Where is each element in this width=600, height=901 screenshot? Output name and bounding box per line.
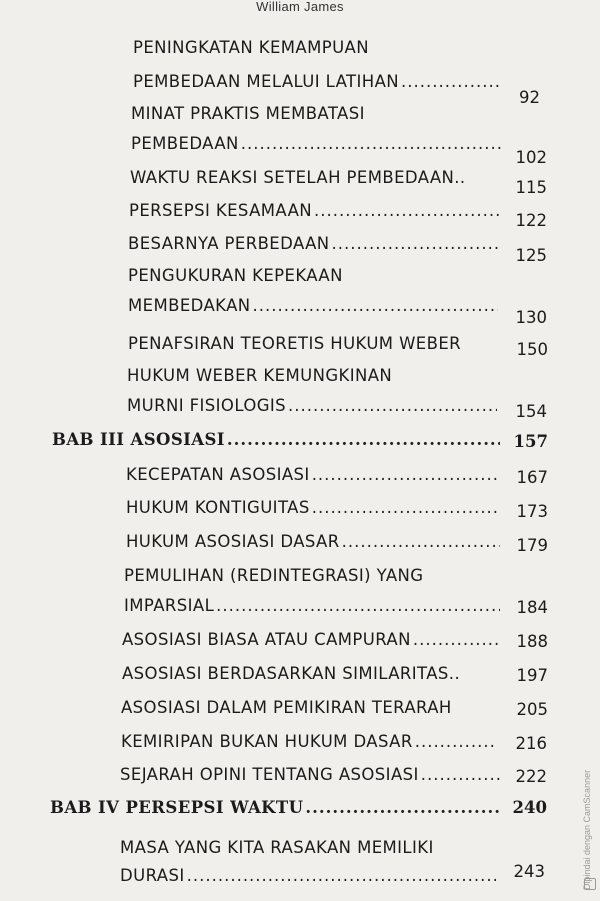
toc-entry-line: SEJARAH OPINI TENTANG ASOSIASI ..... (120, 765, 500, 784)
leader-dots (314, 201, 499, 220)
toc-page-number: 222 (515, 767, 547, 786)
camscanner-icon (584, 878, 596, 890)
toc-entry-line: ASOSIASI DALAM PEMIKIRAN TERARAH (121, 698, 452, 717)
leader-dots (187, 866, 496, 885)
toc-entry-line: MURNI FISIOLOGIS ..... (127, 396, 497, 415)
toc-page-number: 243 (513, 862, 545, 881)
toc-page-number: 173 (516, 502, 548, 521)
toc-page-number: 92 (519, 88, 540, 107)
leader-dots (413, 630, 500, 649)
leader-dots (421, 765, 500, 784)
toc-entry-line: HUKUM ASOSIASI DASAR ..... (126, 532, 500, 551)
toc-page-number: 197 (516, 666, 548, 685)
toc-entry-line: HUKUM KONTIGUITAS ..... (126, 498, 500, 517)
toc-page-number: 179 (516, 536, 548, 555)
toc-entry-line: MINAT PRAKTIS MEMBATASI (131, 104, 365, 123)
toc-entry-line: PEMBEDAAN ..... (131, 134, 501, 153)
toc-entry-line: HUKUM WEBER KEMUNGKINAN (127, 366, 393, 385)
toc-entry-line: KECEPATAN ASOSIASI ..... (126, 465, 500, 484)
toc-page-number: 154 (515, 402, 547, 421)
toc-entry-line: PENGUKURAN KEPEKAAN (128, 266, 343, 285)
leader-dots (227, 430, 500, 449)
toc-entry-line: BESARNYA PERBEDAAN ..... (128, 234, 498, 253)
toc-page-number: 115 (515, 178, 547, 197)
leader-dots (401, 72, 501, 91)
toc-entry-line: IMPARSIAL ..... (124, 596, 500, 615)
toc-page-number: 216 (515, 734, 547, 753)
leader-dots (216, 596, 500, 615)
leader-dots (342, 532, 500, 551)
toc-page-number: 150 (516, 340, 548, 359)
leader-dots (332, 234, 498, 253)
toc-entry-line: ASOSIASI BIASA ATAU CAMPURAN ..... (122, 630, 500, 649)
toc-entry-line: PENINGKATAN KEMAMPUAN (133, 38, 369, 57)
toc-page-number: 188 (516, 632, 548, 651)
toc-entry-line: PEMULIHAN (REDINTEGRASI) YANG (124, 566, 424, 585)
leader-dots (312, 465, 500, 484)
toc-entry-line: MASA YANG KITA RASAKAN MEMILIKI (120, 838, 434, 857)
toc-entry-line: ASOSIASI BERDASARKAN SIMILARITAS.. (122, 664, 461, 683)
leader-dots (253, 296, 498, 315)
scanner-watermark-text: Dipindai dengan CamScanner (582, 769, 592, 890)
leader-dots (312, 498, 500, 517)
toc-chapter-line: BAB III ASOSIASI ..... (52, 430, 500, 449)
running-header: William James (256, 0, 344, 14)
toc-page-number: 125 (515, 246, 547, 265)
toc-page-number: 240 (512, 798, 547, 817)
toc-page-number: 205 (516, 700, 548, 719)
leader-dots (415, 732, 497, 751)
toc-page-number: 122 (515, 211, 547, 230)
toc-page-number: 130 (515, 308, 547, 327)
toc-entry-line: PERSEPSI KESAMAAN ..... (129, 201, 499, 220)
toc-page-number: 184 (516, 598, 548, 617)
toc-entry-line: KEMIRIPAN BUKAN HUKUM DASAR ..... (121, 732, 497, 751)
leader-dots (305, 798, 500, 817)
toc-page-number: 157 (513, 432, 548, 451)
toc-entry-line: PEMBEDAAN MELALUI LATIHAN ..... (133, 72, 501, 91)
toc-entry-line: WAKTU REAKSI SETELAH PEMBEDAAN.. (130, 168, 466, 187)
leader-dots (241, 134, 501, 153)
leader-dots (288, 396, 497, 415)
scanner-watermark (582, 670, 596, 900)
toc-entry-line: MEMBEDAKAN ..... (128, 296, 498, 315)
toc-entry-line: PENAFSIRAN TEORETIS HUKUM WEBER (128, 334, 462, 353)
toc-chapter-line: BAB IV PERSEPSI WAKTU ..... (50, 798, 500, 817)
toc-page-number: 167 (516, 468, 548, 487)
toc-page-number: 102 (515, 148, 547, 167)
toc-entry-line: DURASI ..... (120, 866, 496, 885)
